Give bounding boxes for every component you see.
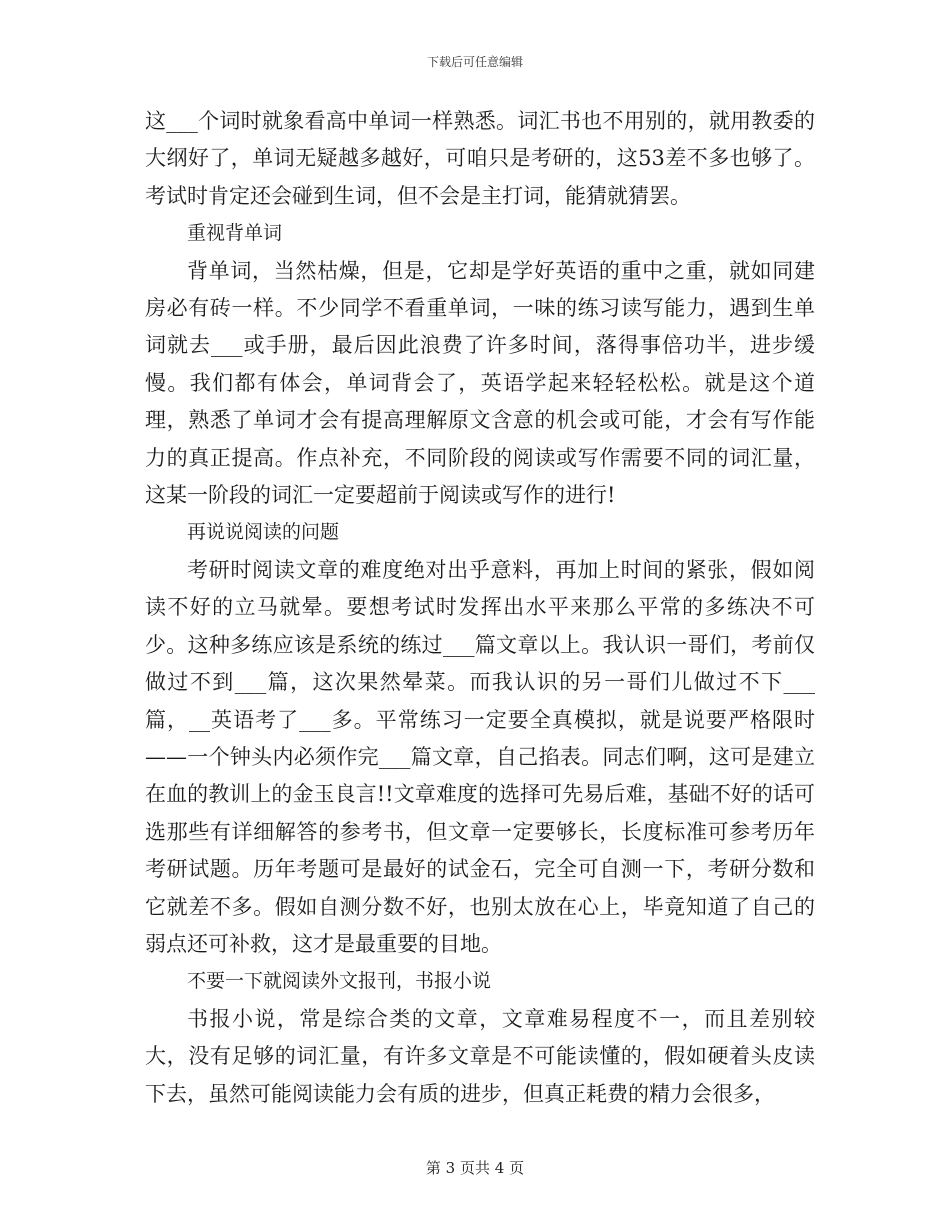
- section-heading-reading: 再说说阅读的问题: [187, 521, 340, 544]
- section-heading-memorize-words: 重视背单词: [187, 222, 283, 245]
- page-footer: 第 3 页共 4 页: [425, 1159, 525, 1177]
- paragraph-reading: 考研时阅读文章的难度绝对出乎意料，再加上时间的紧张，假如阅读不好的立马就晕。要想考试时发挥出水平来那么平常的多练决不可少。这种多练应该是系统的练过___篇文章以上。我认识一哥们，考前仅做过不到___篇，这次果然晕菜。而我认识的另一哥们儿做过不下___篇，__英语考了___多。平常练习一定要全真模拟，就是说要严格限时——一个钟头内必须作完___篇文章，自己掐表。同志们啊，这可是建立在血的教训上的金玉良言!!文章难度的选择可先易后难，基础不好的话可选那些有详细解答的参考书，但文章一定要够长，长度标准可参考历年考研试题。历年考题可是最好的试金石，完全可自测一下，考研分数和它就差不多。假如自测分数不好，也别太放在心上，毕竟知道了自己的弱点还可补救，这才是最重要的目地。: [145, 557, 815, 956]
- section-heading-foreign-press: 不要一下就阅读外文报刊，书报小说: [187, 970, 492, 993]
- page-header: 下载后可任意编辑: [426, 55, 523, 69]
- paragraph-foreign-press: 书报小说，常是综合类的文章，文章难易程度不一，而且差别较大，没有足够的词汇量，有许多文章是不可能读懂的，假如硬着头皮读下去，虽然可能阅读能力会有质的进步，但真正耗费的精力会很多，: [145, 1006, 815, 1106]
- paragraph-vocabulary-intro: 这___个词时就象看高中单词一样熟悉。词汇书也不用别的，就用教委的大纲好了，单词无疑越多越好，可咱只是考研的，这53差不多也够了。考试时肯定还会碰到生词，但不会是主打词，能猜就猜罢。: [145, 109, 815, 208]
- paragraph-memorize-words: 背单词，当然枯燥，但是，它却是学好英语的重中之重，就如同建房必有砖一样。不少同学不看重单词，一味的练习读写能力，遇到生单词就去___或手册，最后因此浪费了许多时间，落得事倍功半，进步缓慢。我们都有体会，单词背会了，英语学起来轻轻松松。就是这个道理，熟悉了单词才会有提高理解原文含意的机会或可能，才会有写作能力的真正提高。作点补充，不同阶段的阅读或写作需要不同的词汇量，这某一阶段的词汇一定要超前于阅读或写作的进行!: [145, 258, 815, 508]
- document-body: [145, 103, 815, 1113]
